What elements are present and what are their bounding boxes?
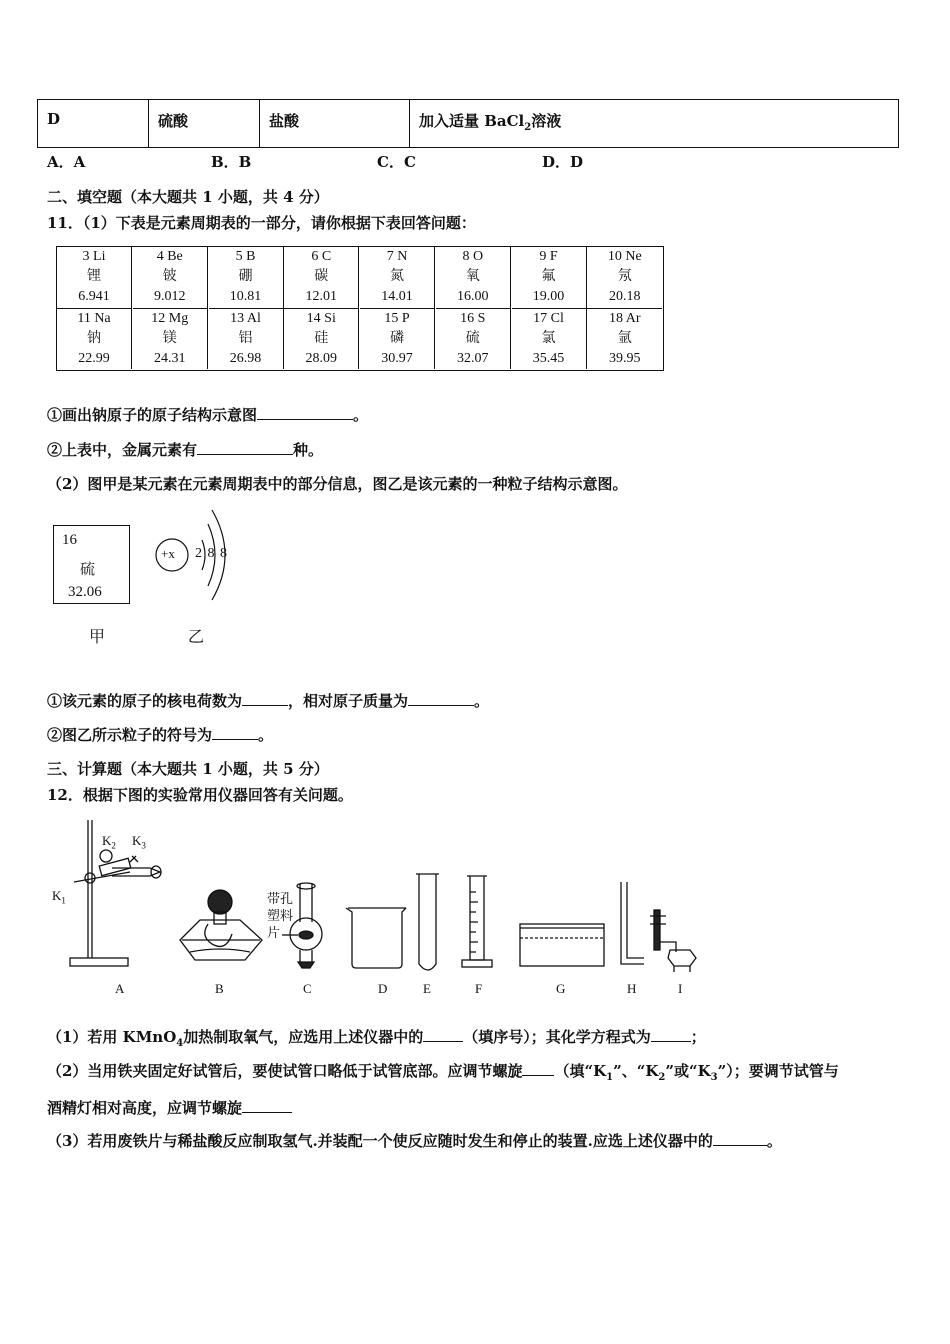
answer-blank[interactable]: [408, 691, 474, 706]
q12-p2-text: （2）当用铁夹固定好试管后，要使试管口略低于试管底部。应调节螺旋: [47, 1062, 523, 1080]
element-num-sym: 12 Mg: [151, 311, 189, 326]
element-num-sym: 9 F: [539, 249, 558, 264]
element-num-sym: 4 Be: [156, 249, 183, 264]
answer-table-row-d: [37, 99, 899, 148]
element-mass: 32.06: [68, 584, 102, 600]
k2-letter: K: [102, 833, 112, 848]
answer-blank[interactable]: [197, 440, 293, 455]
q11-a1-text: ①画出钠原子的原子结构示意图: [47, 406, 258, 424]
answer-blank[interactable]: [713, 1131, 767, 1146]
element-num-sym: 10 Ne: [607, 249, 642, 264]
element-name: 硫: [80, 562, 96, 578]
element-mass: 10.81: [229, 289, 262, 304]
element-mass: 20.18: [609, 289, 641, 304]
q11-a2-end: 种。: [293, 441, 324, 459]
q11-b1-mid: ，相对原子质量为: [288, 692, 409, 710]
apparatus-label-i: I: [678, 981, 683, 996]
q11-b2: [47, 724, 273, 745]
element-num-sym: 17 Cl: [533, 311, 564, 326]
q11-a1-end: 。: [353, 406, 369, 424]
table-cell-reagent-2: 盐酸: [260, 100, 410, 147]
flask-annotation-line: 片: [267, 926, 281, 941]
element-num-sym: 5 B: [235, 249, 256, 264]
answer-blank[interactable]: [651, 1027, 691, 1042]
q11-a2: [47, 439, 323, 460]
section3-heading: 三、计算题（本大题共 1 小题，共 5 分）: [47, 760, 329, 778]
apparatus-label-c: C: [303, 981, 312, 996]
element-name: 氩: [617, 331, 632, 346]
option-d: D．D: [542, 153, 584, 171]
apparatus-b-alcohol-lamp: [180, 890, 262, 960]
element-num-sym: 16 S: [460, 311, 486, 326]
q11-a1: [47, 404, 368, 425]
answer-blank[interactable]: [522, 1061, 554, 1076]
apparatus-e-test-tube: [416, 874, 439, 970]
q12-part2-line2: [47, 1097, 292, 1118]
element-name: 硅: [314, 331, 329, 346]
element-num-sym: 7 N: [386, 249, 408, 264]
element-box-jia: [53, 525, 130, 604]
method-text-end: 溶液: [531, 112, 562, 130]
element-name: 铝: [238, 331, 253, 346]
answer-blank[interactable]: [242, 691, 288, 706]
option-c: C．C: [377, 153, 416, 171]
flask-annotation: [267, 891, 293, 942]
element-name: 碳: [314, 269, 329, 284]
element-name: 磷: [390, 331, 404, 346]
flask-annotation-line: 塑料: [267, 909, 294, 924]
label-jia: 甲: [89, 629, 106, 646]
element-name: 锂: [87, 269, 101, 284]
element-cell: [360, 308, 435, 369]
element-num-sym: 18 Ar: [609, 311, 641, 326]
q11-a2-text: ②上表中，金属元素有: [47, 441, 198, 459]
element-cell: [436, 308, 511, 369]
q12-part1: [47, 1026, 706, 1049]
table-cell-reagent-1: 硫酸: [149, 100, 260, 147]
element-mass: 26.98: [229, 351, 262, 366]
q12-intro: 12．根据下图的实验常用仪器回答有关问题。: [47, 786, 353, 804]
table-cell-option: D: [38, 100, 149, 147]
label-k3: [132, 833, 146, 851]
element-name: 氯: [541, 331, 556, 346]
answer-blank[interactable]: [257, 405, 353, 420]
q12-p2-line2-text: 酒精灯相对高度，应调节螺旋: [47, 1099, 243, 1117]
flask-annotation-line: 带孔: [267, 892, 294, 907]
element-name: 氧: [465, 269, 480, 284]
q11-b2-end: 。: [258, 726, 274, 744]
method-text: 加入适量 BaCl: [419, 112, 525, 130]
q12-p1-end: ；: [690, 1028, 706, 1046]
apparatus-figure: [50, 812, 720, 977]
periodic-table: [56, 246, 664, 371]
apparatus-label-d: D: [378, 981, 388, 996]
apparatus-h-bent-tube: [621, 882, 644, 964]
apparatus-d-beaker: [346, 908, 406, 968]
label-k2: [102, 833, 116, 851]
q12-p1-sub: 4: [176, 1038, 184, 1049]
element-cell: [284, 308, 359, 369]
q12-p3-end: 。: [766, 1132, 782, 1150]
element-num-sym: 13 Al: [230, 311, 261, 326]
element-cell: [512, 308, 587, 369]
q12-part2: [47, 1060, 839, 1083]
element-name: 铍: [162, 269, 177, 284]
answer-blank[interactable]: [212, 725, 258, 740]
element-cell: [587, 247, 662, 308]
method-subscript: 2: [524, 122, 532, 133]
element-num-sym: 11 Na: [77, 311, 111, 326]
element-cell: [284, 247, 359, 308]
element-cell: [587, 308, 662, 369]
label-k1: [52, 888, 66, 906]
element-mass: 28.09: [305, 351, 337, 366]
q12-p1-text2: 加热制取氧气，应选用上述仪器中的: [183, 1028, 424, 1046]
q12-p2-text4: ”或“K: [665, 1062, 711, 1080]
element-number: 16: [62, 532, 77, 548]
apparatus-i-stopcock: [650, 910, 696, 972]
apparatus-label-g: G: [556, 981, 566, 996]
element-num-sym: 14 Si: [306, 311, 336, 326]
k1-sub: 1: [61, 895, 66, 906]
q12-p2-end: ”）；要调节试管与: [717, 1062, 839, 1080]
q11-b1: [47, 690, 489, 711]
apparatus-label-a: A: [115, 981, 125, 996]
q11-b2-text: ②图乙所示粒子的符号为: [47, 726, 213, 744]
apparatus-label-e: E: [423, 981, 431, 996]
element-name: 硫: [465, 331, 480, 346]
element-mass: 22.99: [78, 351, 110, 366]
nucleus-charge: +x: [161, 546, 175, 561]
element-mass: 14.01: [381, 289, 413, 304]
element-cell: [57, 308, 132, 369]
element-cell: [133, 308, 208, 369]
apparatus-f-cylinder: [462, 876, 492, 967]
q11-part2: （2）图甲是某元素在元素周期表中的部分信息，图乙是该元素的一种粒子结构示意图。: [47, 475, 628, 493]
element-num-sym: 3 Li: [82, 249, 106, 264]
element-name: 氖: [617, 269, 632, 284]
q12-p1-text3: （填序号）；其化学方程式为: [463, 1028, 651, 1046]
element-mass: 32.07: [457, 351, 489, 366]
apparatus-label-h: H: [627, 981, 637, 996]
q12-part3: [47, 1130, 782, 1151]
element-name: 氮: [390, 269, 404, 284]
element-mass: 35.45: [532, 351, 565, 366]
element-mass: 39.95: [609, 351, 641, 366]
k2-sub: 2: [111, 840, 116, 851]
element-cell: [209, 247, 284, 308]
element-mass: 30.97: [381, 351, 413, 366]
q12-p2-sub: 2: [658, 1072, 666, 1083]
q12-p2-text3: ”、“K: [613, 1062, 659, 1080]
element-mass: 16.00: [457, 289, 489, 304]
option-a: A．A: [47, 153, 86, 171]
q11-intro: 11．（1）下表是元素周期表的一部分，请你根据下表回答问题：: [47, 214, 476, 232]
element-cell: [209, 308, 284, 369]
q11-b1-end: 。: [474, 692, 490, 710]
apparatus-g-trough: [520, 924, 604, 966]
element-num-sym: 8 O: [462, 249, 484, 264]
apparatus-label-b: B: [215, 981, 224, 996]
element-cell: [360, 247, 435, 308]
element-cell: [512, 247, 587, 308]
element-cell: [133, 247, 208, 308]
element-num-sym: 15 P: [384, 311, 410, 326]
section2-heading: 二、填空题（本大题共 1 小题，共 4 分）: [47, 188, 329, 206]
element-name: 氟: [541, 269, 556, 284]
answer-blank[interactable]: [242, 1098, 292, 1113]
answer-blank[interactable]: [423, 1027, 463, 1042]
element-cell: [436, 247, 511, 308]
option-b: B．B: [211, 153, 252, 171]
element-name: 镁: [162, 331, 177, 346]
k3-sub: 3: [141, 840, 146, 851]
apparatus-label-f: F: [475, 981, 483, 996]
q12-p2-sub: 1: [606, 1072, 614, 1083]
q12-p2-sub: 3: [710, 1072, 718, 1083]
element-mass: 19.00: [532, 289, 565, 304]
electron-shells: 2 8 8: [195, 546, 228, 561]
element-mass: 24.31: [154, 351, 186, 366]
q12-p1-text: （1）若用 KMnO: [47, 1028, 177, 1046]
table-cell-method: [410, 100, 898, 147]
element-mass: 6.941: [78, 289, 110, 304]
element-cell: [57, 247, 132, 308]
k3-letter: K: [132, 833, 142, 848]
element-mass: 9.012: [154, 289, 186, 304]
q11-b1-text: ①该元素的原子的核电荷数为: [47, 692, 243, 710]
element-num-sym: 6 C: [311, 249, 332, 264]
label-yi: 乙: [188, 629, 205, 646]
q12-p3-text: （3）若用废铁片与稀盐酸反应制取氢气.并装配一个使反应随时发生和停止的装置.应选上述仪器中的: [47, 1132, 713, 1150]
element-mass: 12.01: [305, 289, 337, 304]
element-name: 钠: [87, 331, 101, 346]
element-name: 硼: [238, 269, 253, 284]
q12-p2-text2: （填“K: [554, 1062, 607, 1080]
k1-letter: K: [52, 888, 62, 903]
